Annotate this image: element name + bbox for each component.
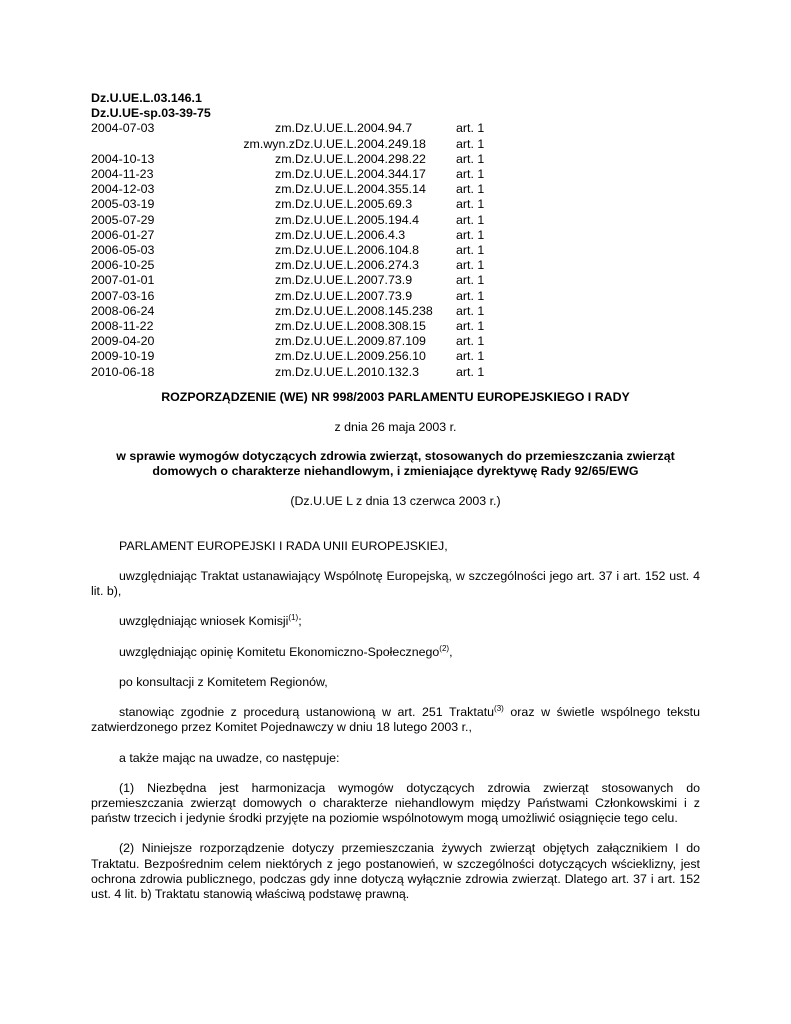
amendment-article: art. 1 [456, 151, 485, 166]
amendment-row [91, 289, 516, 304]
document-title: ROZPORZĄDZENIE (WE) NR 998/2003 PARLAMENTU EUROPEJSKIEGO I RADY [161, 389, 630, 404]
recital-1: (1) Niezbędna jest harmonizacja wymogów dotyczących zdrowia zwierząt stosowanych do przemieszczania zwierząt domowych o charakterze niehandlowym między Państwami Członkowskimi i z państw trzecich i jedynie środki przyjęte na poziomie wspólnotowym mogą umożliwić osiągnięcie tego celu. [91, 780, 700, 826]
amendment-ref: Dz.U.UE.L.2006.274.3 [295, 258, 419, 273]
amendment-type: zm. [275, 349, 295, 364]
amendment-date: 2004-07-03 [91, 121, 155, 136]
amendment-date: 2004-12-03 [91, 182, 155, 197]
amendment-row [91, 334, 516, 349]
amendment-type: zm. [275, 197, 295, 212]
paragraph-committee-end: , [449, 644, 453, 659]
amendment-type: zm.wyn.z [243, 136, 295, 151]
amendment-date: 2006-10-25 [91, 258, 155, 273]
amendment-row [91, 137, 516, 152]
amendment-ref: Dz.U.UE.L.2006.4.3 [295, 227, 406, 242]
amendment-ref: Dz.U.UE.L.2004.94.7 [295, 121, 413, 136]
amendment-ref: Dz.U.UE.L.2004.249.18 [295, 136, 426, 151]
amendment-row [91, 243, 516, 258]
amendment-ref: Dz.U.UE.L.2004.344.17 [295, 167, 426, 182]
ref-special-edition: Dz.U.UE-sp.03-39-75 [91, 106, 211, 121]
amendment-article: art. 1 [456, 197, 485, 212]
paragraph-treaty: uwzględniając Traktat ustanawiający Wspólnotę Europejską, w szczególności jego art. 37 i art. 152 ust. 4 lit. b), [91, 569, 700, 599]
amendment-type: zm. [275, 182, 295, 197]
amendment-ref: Dz.U.UE.L.2007.73.9 [295, 288, 413, 303]
subject-line-2: domowych o charakterze niehandlowym, i zmieniające dyrektywę Rady 92/65/EWG [152, 464, 639, 479]
amendment-date: 2005-07-29 [91, 212, 155, 227]
amendment-row [91, 365, 516, 380]
amendment-ref: Dz.U.UE.L.2007.73.9 [295, 273, 413, 288]
amendment-article: art. 1 [456, 288, 485, 303]
ref-official-journal: Dz.U.UE.L.03.146.1 [91, 91, 202, 105]
amendment-ref: Dz.U.UE.L.2005.194.4 [295, 212, 419, 227]
amendment-date: 2007-01-01 [91, 273, 155, 288]
amendment-type: zm. [275, 303, 295, 318]
amendment-row [91, 182, 516, 197]
paragraph-procedure-text-b: oraz w świetle wspólnego tekstu zatwierdzonego przez Komitet Pojednawczy w dniu 18 lutego 2003 r., [91, 705, 700, 735]
paragraph-committee [91, 645, 700, 660]
amendment-ref: Dz.U.UE.L.2008.145.238 [295, 303, 433, 318]
paragraph-procedure-text-a: stanowiąc zgodnie z procedurą ustanowioną w art. 251 Traktatu [119, 705, 495, 720]
paragraph-commission [91, 614, 700, 629]
amendment-article: art. 1 [456, 227, 485, 242]
amendment-type: zm. [275, 243, 295, 258]
amendment-article: art. 1 [456, 182, 485, 197]
amendment-date: 2009-10-19 [91, 349, 155, 364]
amendment-article: art. 1 [456, 349, 485, 364]
amendment-date: 2007-03-16 [91, 288, 155, 303]
amendment-article: art. 1 [456, 258, 485, 273]
amendment-row [91, 319, 516, 334]
amendment-type: zm. [275, 212, 295, 227]
amendment-date: 2005-03-19 [91, 197, 155, 212]
paragraph-commission-text: uwzględniając wniosek Komisji [119, 614, 289, 629]
paragraph-parliament: PARLAMENT EUROPEJSKI I RADA UNII EUROPEJSKIEJ, [119, 538, 448, 553]
document-page [91, 91, 700, 902]
amendment-row [91, 304, 516, 319]
document-date: z dnia 26 maja 2003 r. [334, 420, 457, 435]
amendment-type: zm. [275, 319, 295, 334]
journal-reference: (Dz.U.UE L z dnia 13 czerwca 2003 r.) [290, 493, 501, 508]
amendment-article: art. 1 [456, 167, 485, 182]
paragraph-whereas: a także mając na uwadze, co następuje: [119, 750, 340, 765]
amendment-row [91, 197, 516, 212]
amendment-article: art. 1 [456, 121, 485, 136]
amendment-date: 2004-11-23 [91, 167, 154, 182]
subject-line-1: w sprawie wymogów dotyczących zdrowia zwierząt, stosowanych do przemieszczania zwierząt [116, 449, 675, 464]
amendment-type: zm. [275, 151, 295, 166]
paragraph-regions: po konsultacji z Komitetem Regionów, [119, 674, 328, 689]
amendment-ref: Dz.U.UE.L.2006.104.8 [295, 243, 419, 258]
amendment-article: art. 1 [456, 334, 485, 349]
amendment-row [91, 349, 516, 364]
amendment-ref: Dz.U.UE.L.2005.69.3 [295, 197, 413, 212]
footnote-ref-1: (1) [288, 613, 299, 623]
footnote-ref-2: (2) [439, 643, 450, 653]
amendment-article: art. 1 [456, 273, 485, 288]
amendment-article: art. 1 [456, 212, 485, 227]
amendment-date: 2008-11-22 [91, 319, 154, 334]
amendment-date: 2008-06-24 [91, 303, 155, 318]
amendment-type: zm. [275, 121, 295, 136]
amendment-ref: Dz.U.UE.L.2010.132.3 [295, 364, 419, 379]
amendment-article: art. 1 [456, 243, 485, 258]
amendment-type: zm. [275, 227, 295, 242]
amendment-row [91, 273, 516, 288]
amendment-article: art. 1 [456, 319, 485, 334]
amendment-row [91, 258, 516, 273]
amendment-date: 2006-05-03 [91, 243, 155, 258]
amendment-article: art. 1 [456, 136, 485, 151]
amendment-row [91, 152, 516, 167]
paragraph-committee-text: uwzględniając opinię Komitetu Ekonomiczno-Społecznego [119, 644, 440, 659]
document-subject [91, 449, 700, 479]
amendment-row [91, 121, 516, 136]
amendment-date [91, 137, 200, 152]
paragraph-procedure [91, 705, 700, 735]
amendment-date: 2009-04-20 [91, 334, 155, 349]
amendment-type: zm. [275, 364, 295, 379]
amendment-type: zm. [275, 258, 295, 273]
amendment-ref: Dz.U.UE.L.2009.87.109 [295, 334, 426, 349]
amendment-type: zm. [275, 273, 295, 288]
amendments-table [91, 121, 516, 379]
footnote-ref-3: (3) [494, 704, 504, 714]
amendment-ref: Dz.U.UE.L.2004.355.14 [295, 182, 426, 197]
amendment-row [91, 213, 516, 228]
amendment-article: art. 1 [456, 303, 485, 318]
amendment-type: zm. [275, 334, 295, 349]
amendment-article: art. 1 [456, 364, 485, 379]
amendment-date: 2010-06-18 [91, 364, 155, 379]
amendment-type: zm. [275, 167, 295, 182]
amendment-type: zm. [275, 288, 295, 303]
amendment-ref: Dz.U.UE.L.2009.256.10 [295, 349, 426, 364]
amendment-date: 2004-10-13 [91, 151, 155, 166]
amendment-date: 2006-01-27 [91, 227, 155, 242]
amendment-row [91, 228, 516, 243]
recital-2: (2) Niniejsze rozporządzenie dotyczy przemieszczania żywych zwierząt objętych załącznikiem I do Traktatu. Bezpośrednim celem niektórych z jego postanowień, w szczególności dotyczących wścieklizny, jest ochrona zdrowia publicznego, podczas gdy inne dotyczą wyłącznie zdrowia zwierząt. Dlatego art. 37 i art. 152 ust. 4 lit. b) Traktatu stanowią właściwą podstawę prawną. [91, 841, 700, 901]
amendment-ref: Dz.U.UE.L.2004.298.22 [295, 151, 426, 166]
amendment-row [91, 167, 516, 182]
amendment-ref: Dz.U.UE.L.2008.308.15 [295, 319, 426, 334]
paragraph-commission-end: ; [298, 614, 302, 629]
